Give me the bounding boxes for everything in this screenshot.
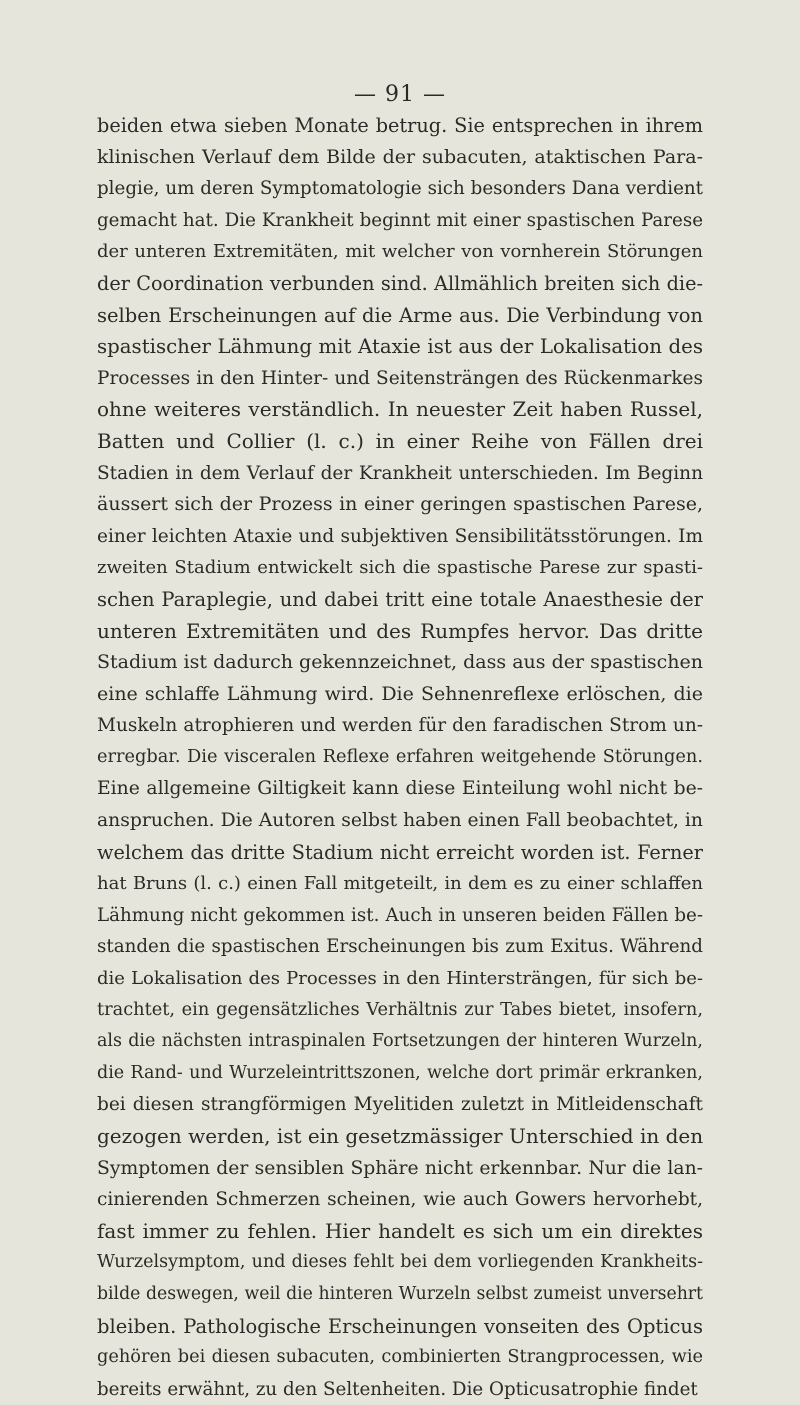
text-line: bereits erwähnt, zu den Seltenheiten. Die Opticusatrophie findet [97, 1378, 698, 1400]
text-line: Batten und Collier (l. c.) in einer Reihe von Fällen drei [97, 428, 703, 453]
text-line: Processes in den Hinter- und Seitensträngen des Rückenmarkes [97, 367, 703, 389]
text-line: Muskeln atrophieren und werden für den faradischen Strom un- [97, 715, 703, 737]
text-line: Stadien in dem Verlauf der Krankheit unterschieden. Im Beginn [97, 462, 703, 484]
text-line: klinischen Verlauf dem Bilde der subacuten, ataktischen Para- [97, 145, 703, 168]
text-line: zweiten Stadium entwickelt sich die spastische Parese zur spasti- [97, 557, 703, 579]
body-text [97, 110, 703, 1405]
text-line: äussert sich der Prozess in einer geringen spastischen Parese, [97, 493, 703, 516]
text-line: spastischer Lähmung mit Ataxie ist aus der Lokalisation des [97, 335, 703, 359]
text-line: gemacht hat. Die Krankheit beginnt mit einer spastischen Parese [97, 209, 703, 231]
text-line: der unteren Extremitäten, mit welcher von vornherein Störungen [97, 241, 703, 263]
text-line: unteren Extremitäten und des Rumpfes hervor. Das dritte [97, 618, 703, 643]
text-line: eine schlaffe Lähmung wird. Die Sehnenreflexe erlöschen, die [97, 682, 703, 705]
text-line: als die nächsten intraspinalen Fortsetzungen der hinteren Wurzeln, [97, 1031, 703, 1052]
text-line: Wurzelsymptom, und dieses fehlt bei dem vorliegenden Krankheits- [97, 1252, 703, 1273]
text-line: ohne weiteres verständlich. In neuester Zeit haben Russel, [97, 397, 703, 422]
text-line: einer leichten Ataxie und subjektiven Sensibilitätsstörungen. Im [97, 525, 703, 547]
text-line: die Lokalisation des Processes in den Hintersträngen, für sich be- [97, 968, 703, 990]
text-line: anspruchen. Die Autoren selbst haben einen Fall beobachtet, in [97, 810, 703, 832]
text-line: welchem das dritte Stadium nicht erreicht worden ist. Ferner [97, 840, 703, 864]
text-line: trachtet, ein gegensätzliches Verhältnis zur Tabes bietet, insofern, [97, 999, 703, 1020]
text-line: die Rand- und Wurzeleintrittszonen, welche dort primär erkranken, [97, 1062, 703, 1083]
text-line: fast immer zu fehlen. Hier handelt es sich um ein direktes [97, 1218, 703, 1243]
text-line: schen Paraplegie, und dabei tritt eine totale Anaesthesie der [97, 587, 703, 611]
text-line: bilde deswegen, weil die hinteren Wurzeln selbst zumeist unversehrt [97, 1283, 703, 1304]
text-line: plegie, um deren Symptomatologie sich besonders Dana verdient [97, 178, 703, 200]
text-line: Lähmung nicht gekommen ist. Auch in unseren beiden Fällen be- [97, 904, 703, 926]
text-line: cinierenden Schmerzen scheinen, wie auch Gowers hervorhebt, [97, 1189, 703, 1211]
text-line: beiden etwa sieben Monate betrug. Sie entsprechen in ihrem [97, 114, 703, 137]
text-line: der Coordination verbunden sind. Allmählich breiten sich die- [97, 271, 703, 295]
text-line: bleiben. Pathologische Erscheinungen vonseiten des Opticus [97, 1314, 703, 1338]
page-number: — 91 — [354, 82, 446, 107]
text-line: standen die spastischen Erscheinungen bis zum Exitus. Während [97, 936, 703, 958]
text-line: Symptomen der sensiblen Sphäre nicht erkennbar. Nur die lan- [97, 1157, 703, 1179]
text-line: Eine allgemeine Giltigkeit kann diese Einteilung wohl nicht be- [97, 778, 703, 800]
text-line: bei diesen strangförmigen Myelitiden zuletzt in Mitleidenschaft [97, 1094, 703, 1116]
text-line: Stadium ist dadurch gekennzeichnet, dass aus der spastischen [97, 651, 703, 674]
text-line: selben Erscheinungen auf die Arme aus. Die Verbindung von [97, 303, 703, 327]
text-line: gezogen werden, ist ein gesetzmässiger Unterschied in den [97, 1124, 703, 1148]
text-line: gehören bei diesen subacuten, combinierten Strangprocessen, wie [97, 1347, 703, 1368]
text-line: hat Bruns (l. c.) einen Fall mitgeteilt, in dem es zu einer schlaffen [97, 873, 703, 895]
text-line: erregbar. Die visceralen Reflexe erfahren weitgehende Störungen. [97, 746, 703, 767]
